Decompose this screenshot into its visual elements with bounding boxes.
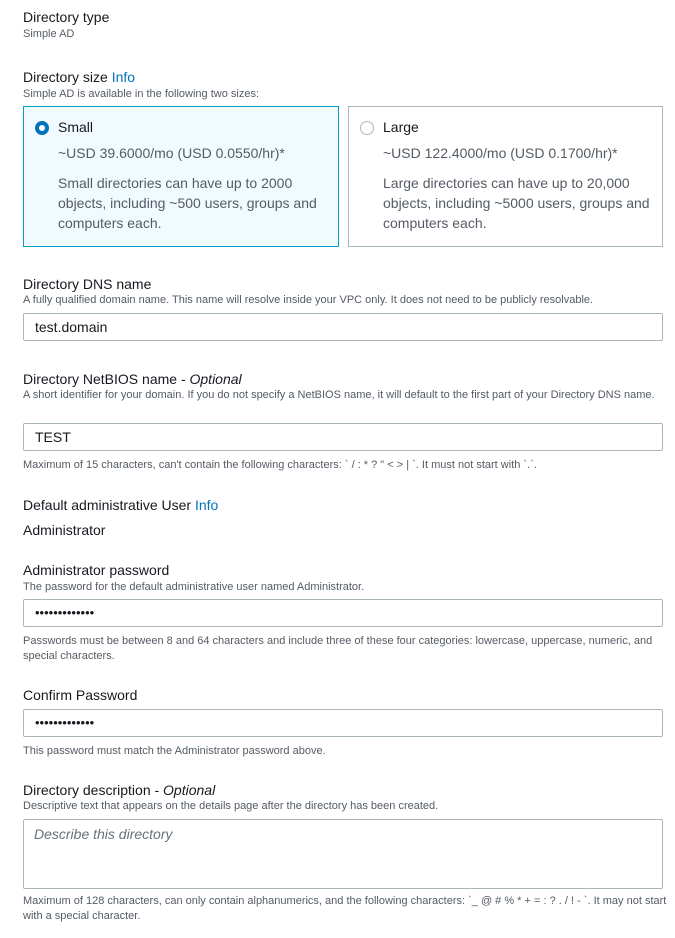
netbios-label-text: Directory NetBIOS name -	[23, 371, 190, 387]
directory-type-value: Simple AD	[23, 28, 75, 40]
dns-name-description: A fully qualified domain name. This name will resolve inside your VPC only. It does not need to be publicly resolvable.	[23, 294, 594, 306]
netbios-hint: Maximum of 15 characters, can't contain the following characters: ` / : * ? " < > | `. It must not start with `.`.	[23, 459, 537, 471]
admin-password-description: The password for the default administrative user named Administrator.	[23, 581, 365, 593]
admin-password-label: Administrator password	[23, 562, 170, 578]
admin-user-info-link[interactable]: Info	[194, 497, 219, 513]
dns-name-input[interactable]: test.domain	[23, 313, 663, 341]
size-small-price: ~USD 39.6000/mo (USD 0.0550/hr)*	[58, 145, 285, 161]
confirm-password-label: Confirm Password	[23, 687, 138, 703]
description-hint: Maximum of 128 characters, can only contain alphanumerics, and the following characters: `_ @ # % * + = : ? . / ! - `. It may not start with a special character.	[23, 895, 667, 922]
size-option-large[interactable]	[348, 106, 663, 247]
directory-size-info-link[interactable]: Info	[111, 69, 136, 85]
confirm-password-hint: This password must match the Administrator password above.	[23, 745, 326, 757]
admin-user-label-text: Default administrative User	[23, 497, 192, 513]
size-option-small[interactable]	[23, 106, 339, 247]
description-label-text: Directory description -	[23, 782, 164, 798]
description-textarea[interactable]: Describe this directory	[23, 819, 663, 889]
dns-name-label: Directory DNS name	[23, 276, 152, 292]
directory-size-label-text: Directory size	[23, 69, 108, 85]
directory-type-label: Directory type	[23, 9, 110, 25]
size-small-text: Small directories can have up to 2000 objects, including ~500 users, groups and computers each.	[58, 175, 317, 231]
netbios-input[interactable]: TEST	[23, 423, 663, 451]
size-large-text: Large directories can have up to 20,000 objects, including ~5000 users, groups and computers each.	[383, 175, 650, 231]
size-large-radio[interactable]	[360, 121, 374, 135]
netbios-label	[23, 370, 242, 388]
description-help: Descriptive text that appears on the details page after the directory has been created.	[23, 800, 439, 812]
description-label	[23, 781, 215, 799]
size-small-title: Small	[58, 119, 94, 135]
netbios-optional: Optional	[189, 371, 242, 387]
directory-size-label	[23, 68, 135, 86]
size-large-title: Large	[383, 119, 419, 135]
admin-user-label	[23, 496, 218, 514]
confirm-password-input[interactable]: •••••••••••••	[23, 709, 663, 737]
description-optional: Optional	[163, 782, 216, 798]
admin-password-input[interactable]: •••••••••••••	[23, 599, 663, 627]
admin-user-value: Administrator	[23, 522, 106, 538]
size-small-radio[interactable]	[35, 121, 49, 135]
directory-size-description: Simple AD is available in the following two sizes:	[23, 88, 260, 100]
admin-password-hint: Passwords must be between 8 and 64 characters and include three of these four categories: lowercase, uppercase, numeric, and special characters.	[23, 635, 653, 662]
size-large-price: ~USD 122.4000/mo (USD 0.1700/hr)*	[383, 145, 618, 161]
netbios-description: A short identifier for your domain. If you do not specify a NetBIOS name, it will default to the first part of your Directory DNS name.	[23, 389, 655, 401]
